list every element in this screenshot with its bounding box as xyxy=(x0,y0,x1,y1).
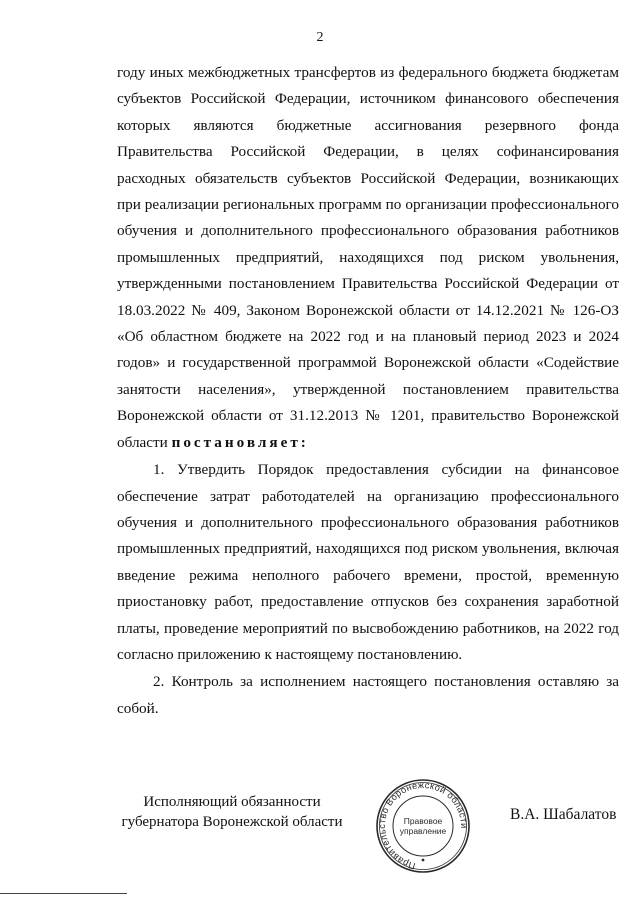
signer-position-line-1: Исполняющий обязанности xyxy=(143,794,321,810)
preamble-paragraph xyxy=(117,60,619,456)
document-body xyxy=(117,60,619,722)
preamble-text: году иных межбюджетных трансфертов из федерального бюджета бюджетам субъектов Российской Федерации, источником финансового обеспечения которых являются бюджетные ассигнования резервного фонда Правительства Российской Федерации, в целях софинансирования расходных обязательств субъектов Российской Федерации, возникающих при реализации региональных программ по организации профессионального обучения и дополнительного профессионального образования работников промышленных предприятий, находящихся под риском увольнения, утвержденными постановлением Правительства Российской Федерации от 18.03.2022 № 409, Законом Воронежской области от 14.12.2021 № 126-ОЗ «Об областном бюджете на 2022 год и на плановый период 2023 и 2024 годов» и государственной программой Воронежской области «Содействие занятости населения», утвержденной постановлением правительства Воронежской области от 31.12.2013 № 1201, правительство Воронежской области xyxy=(117,64,619,451)
clause-1: 1. Утвердить Порядок предоставления субсидии на финансовое обеспечение затрат работодателей на организацию профессионального обучения и дополнительного профессионального образования работников промышленных предприятий, находящихся под риском увольнения, включая введение режима неполного рабочего времени, простой, временную приостановку работ, предоставление отпусков без сохранения заработной платы, проведение мероприятий по высвобождению работников, на 2022 год согласно приложению к настоящему постановлению. xyxy=(117,461,619,663)
signer-position-line-2: губернатора Воронежской области xyxy=(121,814,343,830)
clause-2: 2. Контроль за исполнением настоящего постановления оставляю за собой. xyxy=(117,673,619,717)
official-seal xyxy=(375,778,471,874)
page-number: 2 xyxy=(316,30,324,45)
seal-center-line-2: управление xyxy=(399,826,447,836)
footer-divider xyxy=(0,893,127,894)
seal-ring-textpath: Правительство Воронежской области xyxy=(376,779,470,872)
seal-dot xyxy=(422,859,425,862)
decree-word: постановляет: xyxy=(171,433,309,451)
seal-center-line-1: Правовое xyxy=(403,816,443,826)
signer-position xyxy=(117,792,347,832)
signatory-name: В.А. Шабалатов xyxy=(510,806,617,823)
